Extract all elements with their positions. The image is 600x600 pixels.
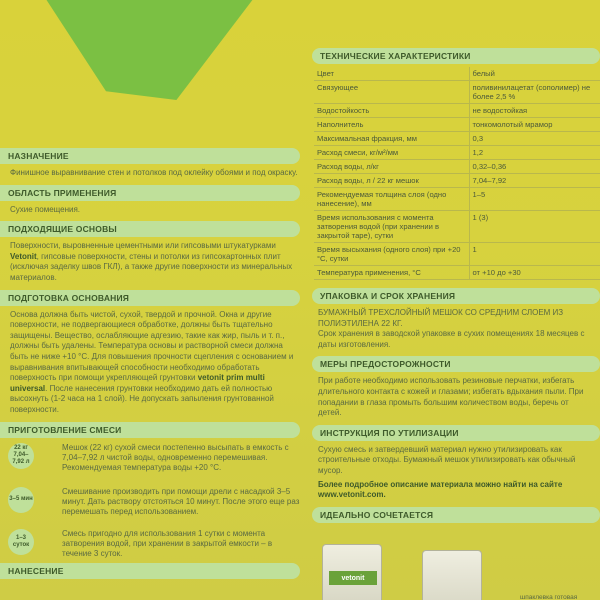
drill-timer-icon: 3–5 мин bbox=[8, 487, 34, 513]
purpose-heading: НАЗНАЧЕНИЕ bbox=[0, 148, 300, 164]
spec-row bbox=[314, 132, 600, 146]
combines-heading: ИДЕАЛЬНО СОЧЕТАЕТСЯ bbox=[312, 507, 600, 523]
more-info-text: Более подробное описание материала можно найти на сайте www.vetonit.com. bbox=[318, 479, 563, 500]
suitable-bases-heading: ПОДХОДЯЩИЕ ОСНОВЫ bbox=[0, 221, 300, 237]
spec-row bbox=[314, 67, 600, 81]
disposal-text: Сухую смесь и затвердевший материал нужно утилизировать как строительные отходы. Бумажный мешок утилизировать как обычный мусор. Более подробное описание материала можно найти на сайте www.vetonit.com. bbox=[308, 441, 600, 505]
mix-step-text: Смешивание производить при помощи дрели с насадкой 3–5 минут. Дать раствору отстояться 10 минут. После этого еще раз перемешать перед использованием. bbox=[62, 486, 300, 517]
product-images bbox=[322, 540, 522, 600]
spec-key: Рекомендуемая толщина слоя (одно нанесение), мм bbox=[314, 188, 469, 211]
base-prep-text: Основа должна быть чистой, сухой, твердой и прочной. Окна и другие поверхности, не подвергающиеся обработке, должны быть тщательно защищены. Вещество, ослабляющие адгезию, такие как жир, пыль и т. п., должны быть удалены. Температура основы и растворной смеси должна быть не ниже +10 °С. Для повышения прочности сцепления с основанием и выравнивания впитывающей способности необходимо обработать поверхность при помощи укрепляющей грунтовки vetonit prim multi universal. После нанесения грунтовки необходимо дать ей полностью высохнуть (1-2 часа на 1 слой). Не допускать запыления грунтованной поверхности. bbox=[10, 309, 294, 414]
mix-step bbox=[0, 441, 310, 485]
primer-name: vetonit prim multi universal bbox=[10, 373, 265, 393]
spec-row bbox=[314, 266, 600, 280]
spec-row bbox=[314, 81, 600, 104]
packaging-text: БУМАЖНЫЙ ТРЕХСЛОЙНЫЙ МЕШОК СО СРЕДНИМ СЛОЕМ ИЗ ПОЛИЭТИЛЕНА 22 КГ. Срок хранения в заводской упаковке в сухих помещениях 18 месяцев с даты изготовления. bbox=[318, 308, 585, 349]
packaging-heading: УПАКОВКА И СРОК ХРАНЕНИЯ bbox=[312, 288, 600, 304]
spec-key: Связующее bbox=[314, 81, 469, 104]
spec-key: Время использования с момента затворения водой (при хранении в закрытой таре), сутки bbox=[314, 211, 469, 243]
base-prep-heading: ПОДГОТОВКА ОСНОВАНИЯ bbox=[0, 290, 300, 306]
spec-value: 1 bbox=[469, 243, 600, 266]
spec-value: 7,04–7,92 bbox=[469, 174, 600, 188]
spec-value: 0,3 bbox=[469, 132, 600, 146]
mix-step-text: Мешок (22 кг) сухой смеси постепенно высыпать в емкость с 7,04–7,92 л чистой воды, одновременно перемешивая. Рекомендуемая температура воды +20 °С. bbox=[62, 442, 289, 473]
spec-row bbox=[314, 174, 600, 188]
application-area-text: Сухие помещения. bbox=[10, 204, 81, 214]
mix-prep-heading: ПРИГОТОВЛЕНИЕ СМЕСИ bbox=[0, 422, 300, 438]
spec-key: Водостойкость bbox=[314, 104, 469, 118]
precautions-text: При работе необходимо использовать резиновые перчатки, избегать длительного контакта с кожей и глазами; избегать вдыхания пыли. При попадании в глаза промыть большим количеством воды, беречь от детей. bbox=[318, 376, 584, 418]
right-column bbox=[308, 48, 600, 523]
spec-value: 1,2 bbox=[469, 146, 600, 160]
mix-step bbox=[0, 485, 310, 529]
spec-value: 0,32–0,36 bbox=[469, 160, 600, 174]
spec-value: белый bbox=[469, 67, 600, 81]
spec-row bbox=[314, 160, 600, 174]
spec-value: поливинилацетат (сополимер) не более 2,5 % bbox=[469, 81, 600, 104]
mix-prep-steps bbox=[0, 438, 310, 563]
spec-key: Максимальная фракция, мм bbox=[314, 132, 469, 146]
purpose-text: Финишное выравнивание стен и потолков под оклейку обоями и под окраску. bbox=[10, 168, 298, 177]
application-area-heading: ОБЛАСТЬ ПРИМЕНЕНИЯ bbox=[0, 185, 300, 201]
specs-heading: ТЕХНИЧЕСКИЕ ХАРАКТЕРИСТИКИ bbox=[312, 48, 600, 64]
mix-step-text: Смесь пригодно для использования 1 сутки с момента затворения водой, при хранении в закрытой емкости – в течение 3 суток. bbox=[62, 528, 273, 559]
spec-key: Расход смеси, кг/м²/мм bbox=[314, 146, 469, 160]
spec-row bbox=[314, 188, 600, 211]
bucket-calendar-icon: 1–3 суток bbox=[8, 529, 34, 555]
spec-row bbox=[314, 211, 600, 243]
bag-water-icon: 22 кг 7,04–7,92 л bbox=[8, 443, 34, 469]
mix-step bbox=[0, 529, 310, 563]
spec-value: 1 (3) bbox=[469, 211, 600, 243]
application-heading: НАНЕСЕНИЕ bbox=[0, 563, 300, 579]
spec-row bbox=[314, 146, 600, 160]
spec-value: тонкомолотый мрамор bbox=[469, 118, 600, 132]
disposal-heading: ИНСТРУКЦИЯ ПО УТИЛИЗАЦИИ bbox=[312, 425, 600, 441]
spec-key: Расход воды, л/кг bbox=[314, 160, 469, 174]
spec-value: 1–5 bbox=[469, 188, 600, 211]
brand-name: Vetonit bbox=[10, 251, 37, 261]
bucket-caption: шпаклевка готовая bbox=[520, 594, 578, 600]
spec-key: Расход воды, л / 22 кг мешок bbox=[314, 174, 469, 188]
spec-key: Цвет bbox=[314, 67, 469, 81]
spec-value: не водостойкая bbox=[469, 104, 600, 118]
spec-row bbox=[314, 104, 600, 118]
precautions-heading: МЕРЫ ПРЕДОСТОРОЖНОСТИ bbox=[312, 356, 600, 372]
spec-key: Наполнитель bbox=[314, 118, 469, 132]
specs-table bbox=[314, 67, 600, 280]
spec-key: Время высыхания (одного слоя) при +20 °С, сутки bbox=[314, 243, 469, 266]
spec-value: от +10 до +30 bbox=[469, 266, 600, 280]
product-bag bbox=[322, 544, 382, 600]
suitable-bases-text: Поверхности, выровненные цементными или гипсовыми штукатурками Vetonit, гипсовые поверхности, стены и потолки из гипсокартонных плит (исключая заделку швов ГКЛ), а также другие поверхности из минеральных материалов. bbox=[10, 241, 293, 282]
spec-row bbox=[314, 243, 600, 266]
product-bag bbox=[422, 550, 482, 600]
bag-brand-label: vetonit bbox=[329, 571, 377, 585]
spec-key: Температура применения, °С bbox=[314, 266, 469, 280]
left-column bbox=[0, 148, 310, 579]
spec-row bbox=[314, 118, 600, 132]
